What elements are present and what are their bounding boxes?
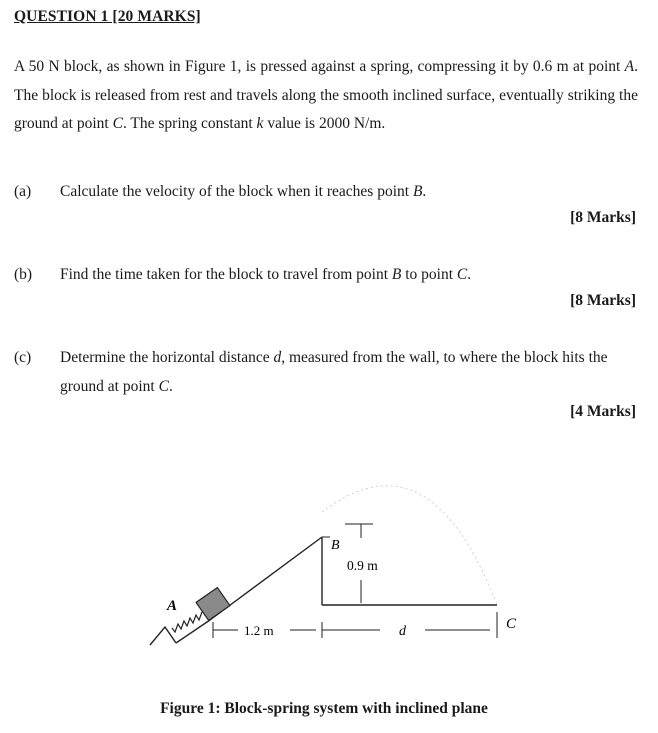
part-c-label: (c) xyxy=(14,349,32,366)
part-a-label: (a) xyxy=(14,183,32,200)
part-c-text: Determine the horizontal distance d, measured from the wall, to where the block hits the ground at point C. xyxy=(60,349,608,395)
ground-left xyxy=(150,627,176,645)
label-d: d xyxy=(399,624,406,639)
intro-text-1: A 50 N block, as shown in Figure 1, is pressed against a spring, compressing it by 0.6 m at point xyxy=(14,58,625,75)
intro-point-c: C xyxy=(112,115,123,132)
intro-text-3: . The spring constant xyxy=(122,115,257,132)
part-b-text: Find the time taken for the block to travel from point B to point C. xyxy=(60,266,472,283)
intro-point-a: A xyxy=(624,58,635,75)
length-label: 1.2 m xyxy=(244,623,274,638)
trajectory-arc xyxy=(322,486,497,605)
height-label: 0.9 m xyxy=(347,558,378,573)
part-b-label: (b) xyxy=(14,266,33,283)
part-a-marks: [8 Marks] xyxy=(570,209,636,226)
label-c: C xyxy=(506,616,517,632)
label-b: B xyxy=(331,538,340,553)
part-b-marks: [8 Marks] xyxy=(570,292,636,309)
part-c-marks: [4 Marks] xyxy=(570,403,636,420)
intro-text-4: value is 2000 N/m. xyxy=(263,115,386,132)
label-a: A xyxy=(167,598,178,614)
figure-caption: Figure 1: Block-spring system with inclined plane xyxy=(160,700,488,717)
intro-k: k xyxy=(256,115,264,132)
part-a-text: Calculate the velocity of the block when it reaches point B. xyxy=(60,183,427,200)
intro-text-2: . The block is released from rest and travels along the smooth inclined surface, eventually striking the ground at point xyxy=(14,58,638,132)
question-heading: QUESTION 1 [20 MARKS] xyxy=(14,8,201,25)
